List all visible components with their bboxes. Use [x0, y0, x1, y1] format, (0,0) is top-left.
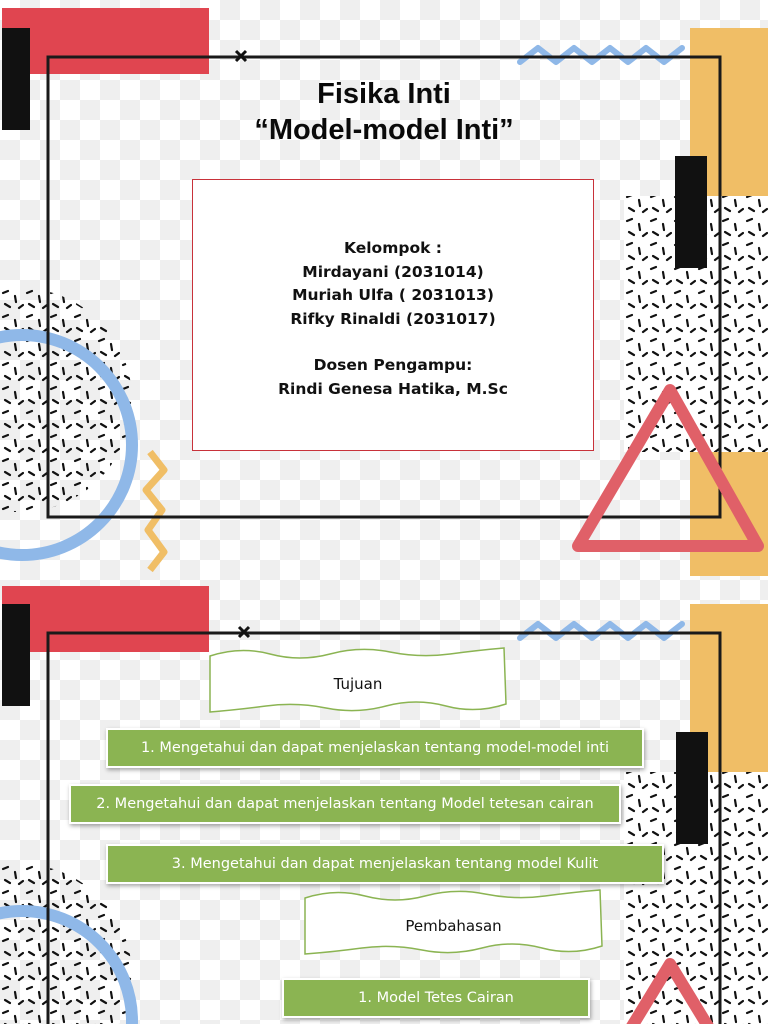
topic-1-button[interactable]: 1. Model Tetes Cairan: [282, 978, 590, 1018]
dosen-label: Dosen Pengampu:: [313, 356, 473, 374]
member-3: Rifky Rinaldi (2031017): [290, 309, 496, 328]
member-1: Mirdayani (2031014): [302, 262, 484, 281]
kelompok-label: Kelompok :: [343, 239, 442, 257]
slide-objectives: [0, 576, 768, 1024]
tujuan-label: Tujuan: [333, 675, 383, 693]
objective-2-button[interactable]: 2. Mengetahui dan dapat menjelaskan tentang Model tetesan cairan: [69, 784, 621, 824]
objective-3-button[interactable]: 3. Mengetahui dan dapat menjelaskan tentang model Kulit: [106, 844, 664, 884]
group-info-box: [192, 179, 594, 451]
dosen-name: Rindi Genesa Hatika, M.Sc: [278, 379, 508, 398]
member-2: Muriah Ulfa ( 2031013): [292, 286, 494, 304]
objective-1-button[interactable]: 1. Mengetahui dan dapat menjelaskan tentang model-model inti: [106, 728, 644, 768]
title-line-1: Fisika Inti: [317, 78, 451, 110]
pembahasan-label: Pembahasan: [405, 917, 502, 935]
title-line-2: “Model-model Inti”: [254, 114, 514, 146]
slide-title-text: [0, 76, 768, 148]
